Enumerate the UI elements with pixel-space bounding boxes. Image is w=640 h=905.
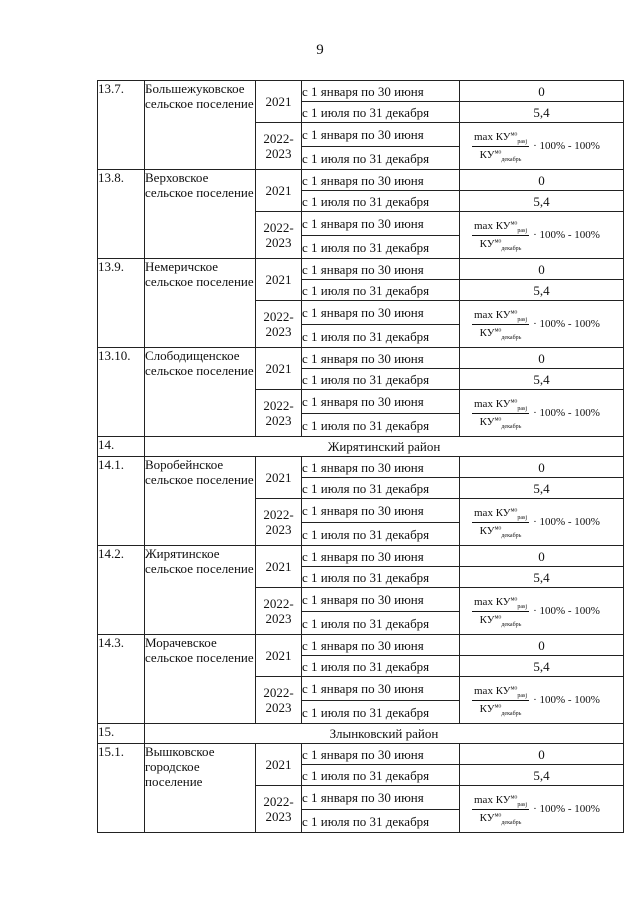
value-second-half: 5,4 (460, 656, 624, 677)
year-2021: 2021 (256, 81, 302, 123)
formula-cell (460, 588, 624, 635)
value-first-half: 0 (460, 744, 624, 765)
formula (460, 793, 623, 826)
year-2021: 2021 (256, 170, 302, 212)
period-first-half: с 1 января по 30 июня (302, 259, 460, 280)
period-second-half: с 1 июля по 31 декабря (302, 523, 460, 546)
value-second-half: 5,4 (460, 765, 624, 786)
row-2021-first-half (98, 170, 624, 191)
settlement-name-text: Жирятинское сельское поселение (145, 546, 254, 576)
formula-num-sup: мо (510, 397, 518, 404)
period-second-half: с 1 июля по 31 декабря (302, 147, 460, 170)
formula-num-sup: мо (510, 308, 518, 315)
formula-num-main: max КУ (474, 308, 511, 321)
formula-denominator (478, 612, 524, 628)
formula-den-main: КУ (479, 148, 495, 161)
formula-numerator (472, 219, 529, 236)
formula-denominator (478, 523, 524, 539)
formula-den-sup: мо (494, 613, 502, 620)
settlement-number (98, 635, 145, 724)
period-first-half: с 1 января по 30 июня (302, 588, 460, 612)
formula-denominator (478, 236, 524, 252)
year-2022-part: 2022- (263, 794, 294, 809)
period-second-half: с 1 июля по 31 декабря (302, 414, 460, 437)
settlement-number-text: 14.3. (98, 635, 124, 650)
settlement-number-text: 13.9. (98, 259, 124, 274)
year-2023-part: 2023 (265, 146, 292, 161)
district-number-text: 15. (98, 724, 115, 739)
formula-den-sup: мо (494, 811, 502, 818)
formula-den-main: КУ (479, 524, 495, 537)
period-first-half: с 1 января по 30 июня (302, 81, 460, 102)
settlement-number (98, 457, 145, 546)
formula-cell (460, 677, 624, 724)
formula-num-sub: pasj (517, 227, 528, 234)
settlement-number-text: 15.1. (98, 744, 124, 759)
formula-numerator (472, 308, 529, 325)
row-2021-first-half (98, 457, 624, 478)
settlement-number (98, 348, 145, 437)
formula-num-main: max КУ (474, 397, 511, 410)
formula-num-sup: мо (510, 506, 518, 513)
row-2021-first-half (98, 635, 624, 656)
settlement-number (98, 546, 145, 635)
formula-den-sup: мо (494, 415, 502, 422)
district-name-text: Злынковский район (329, 726, 439, 741)
formula-rest: · 100% - 100% (533, 802, 600, 815)
year-2022-part: 2022- (263, 596, 294, 611)
formula-den-main: КУ (479, 326, 495, 339)
period-first-half: с 1 января по 30 июня (302, 677, 460, 701)
district-name-text: Жирятинский район (327, 439, 441, 454)
period-first-half: с 1 января по 30 июня (302, 301, 460, 325)
formula-den-sup: мо (494, 702, 502, 709)
period-second-half: с 1 июля по 31 декабря (302, 478, 460, 499)
formula-num-sup: мо (510, 793, 518, 800)
settlement-number-text: 13.8. (98, 170, 124, 185)
formula-cell (460, 212, 624, 259)
period-second-half: с 1 июля по 31 декабря (302, 612, 460, 635)
formula-num-sub: pasj (517, 603, 528, 610)
formula-fraction (472, 793, 529, 826)
formula-den-sub: декабрь (501, 334, 522, 341)
period-first-half: с 1 января по 30 июня (302, 170, 460, 191)
formula-denominator (478, 414, 524, 430)
period-first-half: с 1 января по 30 июня (302, 499, 460, 523)
period-first-half: с 1 января по 30 июня (302, 546, 460, 567)
formula (460, 506, 623, 539)
year-2021: 2021 (256, 348, 302, 390)
settlement-name-text: Морачевское сельское поселение (145, 635, 254, 665)
formula-den-sub: декабрь (501, 532, 522, 539)
year-2022-part: 2022- (263, 220, 294, 235)
settlement-number-text: 13.10. (98, 348, 131, 363)
formula-cell (460, 499, 624, 546)
year-2023-part: 2023 (265, 611, 292, 626)
formula-den-main: КУ (479, 613, 495, 626)
formula-den-sub: декабрь (501, 423, 522, 430)
formula-numerator (472, 397, 529, 414)
formula-numerator (472, 506, 529, 523)
period-second-half: с 1 июля по 31 декабря (302, 325, 460, 348)
year-2023-part: 2023 (265, 413, 292, 428)
value-second-half: 5,4 (460, 102, 624, 123)
formula-numerator (472, 793, 529, 810)
year-2022-2023 (256, 588, 302, 635)
formula-cell (460, 390, 624, 437)
formula (460, 397, 623, 430)
value-first-half: 0 (460, 348, 624, 369)
formula-den-main: КУ (479, 237, 495, 250)
value-second-half: 5,4 (460, 191, 624, 212)
year-2021: 2021 (256, 259, 302, 301)
district-name (145, 724, 624, 744)
period-first-half: с 1 января по 30 июня (302, 744, 460, 765)
formula-den-sup: мо (494, 524, 502, 531)
formula-num-sub: pasj (517, 316, 528, 323)
settlement-number-text: 14.2. (98, 546, 124, 561)
settlement-name (145, 635, 256, 724)
value-first-half: 0 (460, 81, 624, 102)
settlement-name (145, 457, 256, 546)
formula-rest: · 100% - 100% (533, 693, 600, 706)
formula-fraction (472, 219, 529, 252)
year-2022-2023 (256, 499, 302, 546)
settlement-name-text: Слободищенское сельское поселение (145, 348, 254, 378)
year-2022-part: 2022- (263, 507, 294, 522)
formula-fraction (472, 308, 529, 341)
value-second-half: 5,4 (460, 478, 624, 499)
year-2021: 2021 (256, 635, 302, 677)
settlement-name (145, 259, 256, 348)
settlement-name-text: Немеричское сельское поселение (145, 259, 254, 289)
year-2023-part: 2023 (265, 235, 292, 250)
formula-den-sub: декабрь (501, 156, 522, 163)
value-second-half: 5,4 (460, 369, 624, 390)
settlement-name-text: Воробейнское сельское поселение (145, 457, 254, 487)
period-first-half: с 1 января по 30 июня (302, 348, 460, 369)
formula-cell (460, 786, 624, 833)
formula-numerator (472, 130, 529, 147)
year-2023-part: 2023 (265, 324, 292, 339)
formula-rest: · 100% - 100% (533, 317, 600, 330)
formula-den-sub: декабрь (501, 819, 522, 826)
formula-rest: · 100% - 100% (533, 228, 600, 241)
row-2021-first-half (98, 259, 624, 280)
settlement-name (145, 81, 256, 170)
formula (460, 130, 623, 163)
year-2021: 2021 (256, 744, 302, 786)
formula-numerator (472, 684, 529, 701)
formula-den-main: КУ (479, 415, 495, 428)
year-2023-part: 2023 (265, 700, 292, 715)
row-2021-first-half (98, 81, 624, 102)
formula-num-main: max КУ (474, 219, 511, 232)
formula-num-sub: pasj (517, 514, 528, 521)
formula-den-sup: мо (494, 148, 502, 155)
formula-fraction (472, 595, 529, 628)
settlement-name (145, 170, 256, 259)
period-second-half: с 1 июля по 31 декабря (302, 567, 460, 588)
settlement-name-text: Большежуковское сельское поселение (145, 81, 254, 111)
period-second-half: с 1 июля по 31 декабря (302, 102, 460, 123)
tariff-table (97, 80, 624, 833)
formula-den-sub: декабрь (501, 245, 522, 252)
period-second-half: с 1 июля по 31 декабря (302, 369, 460, 390)
settlement-name-text: Вышковское городское поселение (145, 744, 215, 789)
year-2022-part: 2022- (263, 685, 294, 700)
year-2022-2023 (256, 786, 302, 833)
formula-num-main: max КУ (474, 506, 511, 519)
page-number: 9 (316, 42, 324, 58)
formula-fraction (472, 130, 529, 163)
value-first-half: 0 (460, 635, 624, 656)
value-first-half: 0 (460, 170, 624, 191)
formula-num-sup: мо (510, 684, 518, 691)
formula-rest: · 100% - 100% (533, 604, 600, 617)
formula-denominator (478, 810, 524, 826)
formula-cell (460, 123, 624, 170)
settlement-number (98, 170, 145, 259)
formula (460, 308, 623, 341)
formula-fraction (472, 397, 529, 430)
district-row (98, 437, 624, 457)
year-2023-part: 2023 (265, 522, 292, 537)
year-2021: 2021 (256, 457, 302, 499)
period-second-half: с 1 июля по 31 декабря (302, 701, 460, 724)
year-2022-part: 2022- (263, 309, 294, 324)
value-first-half: 0 (460, 546, 624, 567)
year-2022-part: 2022- (263, 131, 294, 146)
formula-denominator (478, 147, 524, 163)
period-second-half: с 1 июля по 31 декабря (302, 656, 460, 677)
year-2021: 2021 (256, 546, 302, 588)
district-number-text: 14. (98, 437, 115, 452)
district-row (98, 724, 624, 744)
formula-num-sub: pasj (517, 692, 528, 699)
year-2022-2023 (256, 212, 302, 259)
formula (460, 219, 623, 252)
year-2022-2023 (256, 677, 302, 724)
formula-den-sup: мо (494, 237, 502, 244)
formula-fraction (472, 684, 529, 717)
formula-num-sub: pasj (517, 405, 528, 412)
period-first-half: с 1 января по 30 июня (302, 390, 460, 414)
period-first-half: с 1 января по 30 июня (302, 457, 460, 478)
formula-denominator (478, 701, 524, 717)
formula-rest: · 100% - 100% (533, 515, 600, 528)
value-first-half: 0 (460, 259, 624, 280)
value-second-half: 5,4 (460, 567, 624, 588)
formula (460, 595, 623, 628)
formula-num-main: max КУ (474, 793, 511, 806)
formula-numerator (472, 595, 529, 612)
settlement-number-text: 13.7. (98, 81, 124, 96)
period-first-half: с 1 января по 30 июня (302, 786, 460, 810)
formula-num-main: max КУ (474, 130, 511, 143)
formula (460, 684, 623, 717)
settlement-name (145, 348, 256, 437)
formula-rest: · 100% - 100% (533, 406, 600, 419)
formula-den-main: КУ (479, 702, 495, 715)
settlement-number-text: 14.1. (98, 457, 124, 472)
settlement-name (145, 546, 256, 635)
formula-den-sub: декабрь (501, 621, 522, 628)
formula-cell (460, 301, 624, 348)
value-first-half: 0 (460, 457, 624, 478)
district-number (98, 724, 145, 744)
row-2021-first-half (98, 744, 624, 765)
district-name (145, 437, 624, 457)
settlement-name (145, 744, 256, 833)
year-2022-2023 (256, 301, 302, 348)
formula-den-main: КУ (479, 811, 495, 824)
year-2022-part: 2022- (263, 398, 294, 413)
formula-denominator (478, 325, 524, 341)
row-2021-first-half (98, 546, 624, 567)
period-second-half: с 1 июля по 31 декабря (302, 280, 460, 301)
settlement-number (98, 744, 145, 833)
year-2022-2023 (256, 123, 302, 170)
formula-num-main: max КУ (474, 595, 511, 608)
value-second-half: 5,4 (460, 280, 624, 301)
district-number (98, 437, 145, 457)
settlement-number (98, 259, 145, 348)
row-2021-first-half (98, 348, 624, 369)
period-first-half: с 1 января по 30 июня (302, 635, 460, 656)
year-2022-2023 (256, 390, 302, 437)
period-first-half: с 1 января по 30 июня (302, 123, 460, 147)
period-second-half: с 1 июля по 31 декабря (302, 810, 460, 833)
period-second-half: с 1 июля по 31 декабря (302, 236, 460, 259)
formula-num-sup: мо (510, 219, 518, 226)
formula-num-sub: pasj (517, 138, 528, 145)
formula-num-main: max КУ (474, 684, 511, 697)
period-first-half: с 1 января по 30 июня (302, 212, 460, 236)
formula-den-sup: мо (494, 326, 502, 333)
formula-num-sub: pasj (517, 801, 528, 808)
formula-rest: · 100% - 100% (533, 139, 600, 152)
period-second-half: с 1 июля по 31 декабря (302, 765, 460, 786)
period-second-half: с 1 июля по 31 декабря (302, 191, 460, 212)
year-2023-part: 2023 (265, 809, 292, 824)
formula-num-sup: мо (510, 595, 518, 602)
formula-den-sub: декабрь (501, 710, 522, 717)
settlement-name-text: Верховское сельское поселение (145, 170, 254, 200)
formula-num-sup: мо (510, 130, 518, 137)
settlement-number (98, 81, 145, 170)
formula-fraction (472, 506, 529, 539)
